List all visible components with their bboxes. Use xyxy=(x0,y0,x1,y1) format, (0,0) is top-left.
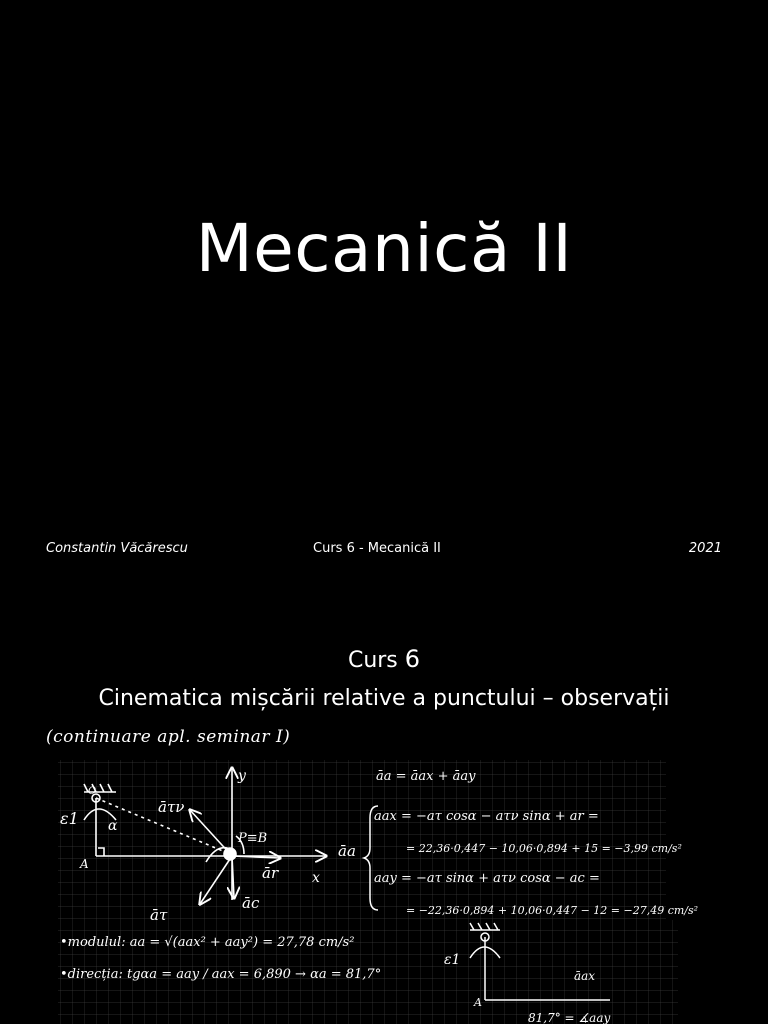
label-angle-aa: 81,7° = ∡aay xyxy=(528,1011,611,1024)
equation-aax-2: = 22,36·0,447 − 10,06·0,894 + 15 = −3,99 cm/s² xyxy=(406,842,682,855)
equation-aay-1: aay = −aτ sinα + aτν cosα − ac = xyxy=(374,871,600,886)
handwritten-note: (continuare apl. seminar I) xyxy=(46,727,291,747)
label-point-o: O xyxy=(88,786,97,797)
label-p-b: P≡B xyxy=(238,831,268,846)
label-a-r: ār xyxy=(262,864,279,882)
result-modulus: •modulul: aa = √(aax² + aay²) = 27,78 cm/s² xyxy=(60,935,355,950)
equation-aay-2: = −22,36·0,894 + 10,06·0,447 − 12 = −27,49 cm/s² xyxy=(406,904,699,917)
label-a-tau: āτ xyxy=(150,906,168,924)
footer-course: Curs 6 - Mecanică II xyxy=(313,541,441,556)
footer-year: 2021 xyxy=(688,541,722,556)
label-aax-small: āax xyxy=(574,969,596,983)
slide-title: Mecanică II xyxy=(195,210,573,287)
label-epsilon-small: ε1 xyxy=(444,952,461,968)
curs-number: 6 xyxy=(404,645,421,673)
label-point-a-small: A xyxy=(474,996,482,1009)
label-point-a: A xyxy=(80,857,89,871)
label-axis-x: x xyxy=(312,870,320,886)
footer-author: Constantin Văcărescu xyxy=(46,541,188,556)
label-a-c: āc xyxy=(242,894,260,912)
label-a-tau-nu: āτν xyxy=(158,798,185,816)
result-direction: •direcția: tgαa = aay / aax = 6,890 → αa = 81,7° xyxy=(60,967,382,982)
label-alpha: α xyxy=(108,818,118,834)
label-epsilon: ε1 xyxy=(60,809,79,828)
section-subtitle: Cinematica mișcării relative a punctului – observații xyxy=(98,686,670,711)
curs-label: Curs xyxy=(347,648,398,673)
handwritten-board xyxy=(0,750,768,1024)
equation-aax-1: aax = −aτ cosα − aτν sinα + ar = xyxy=(374,809,599,824)
label-aa: āa xyxy=(338,842,356,860)
section-heading xyxy=(0,645,768,673)
equation-aa: āa = āax + āay xyxy=(376,769,476,784)
grid-paper-top xyxy=(58,760,666,920)
label-axis-y: y xyxy=(238,768,246,784)
